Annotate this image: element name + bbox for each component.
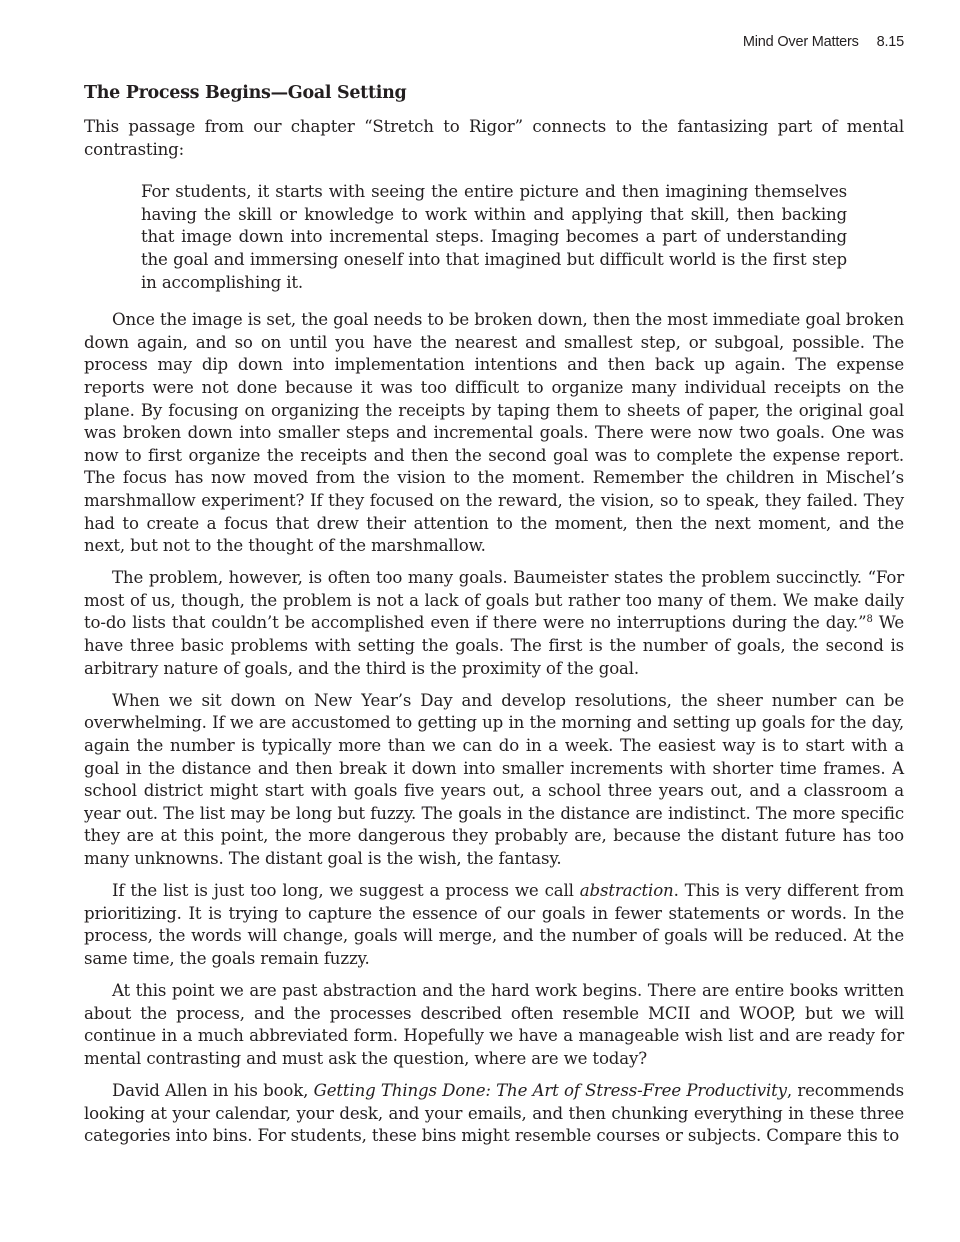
emphasis-term: abstraction: [579, 881, 674, 901]
paragraph-text: We have three basic problems with setting the goals. The first is the number of goals, the second is arbitrary nature of goals, and the third is the proximity of the goal.: [84, 613, 904, 678]
paragraph-text: David Allen in his book,: [112, 1081, 314, 1101]
block-quote-text: For students, it starts with seeing the entire picture and then imagining themselves having the skill or knowledge to work within and applying that skill, then backing that image down into incremental steps. Imaging becomes a part of understanding the goal and immersing oneself into that imagined but difficult world is the first step in accomplishing it.: [141, 182, 847, 292]
paragraph-hard-work: At this point we are past abstraction and the hard work begins. There are entire books written about the process, and the processes described often resemble MCII and WOOP, but we will continue in a much abbreviated form. Hopefully we have a manageable wish list and are ready for mental contrasting and must ask the question, where are we today?: [84, 981, 904, 1068]
page-number: 8.15: [876, 34, 904, 50]
block-quote: [141, 181, 847, 294]
paragraph-david-allen: [84, 1080, 904, 1148]
running-header: [743, 34, 904, 50]
page-content: [84, 80, 904, 1158]
paragraph-text: The problem, however, is often too many goals. Baumeister states the problem succinctly. “For most of us, though, the problem is not a lack of goals but rather too many of them. We make daily to-do lists that couldn’t be accomplished even if there were no interruptions during the day.”: [84, 568, 904, 633]
paragraph-too-many-goals: [84, 567, 904, 680]
endnote-marker: 8: [866, 614, 873, 626]
paragraph-text: , recommends looking at your calendar, your desk, and your emails, and then chunking everything in these three categories into bins. For students, these bins might resemble courses or subjects. Compare this to: [84, 1081, 904, 1146]
paragraph-text: If the list is just too long, we suggest a process we call: [112, 881, 580, 901]
paragraph-new-years-resolutions: When we sit down on New Year’s Day and develop resolutions, the sheer number can be overwhelming. If we are accustomed to getting up in the morning and setting up goals for the day, again the number is typically more than we can do in a week. The easiest way is to start with a goal in the distance and then break it down into smaller increments with shorter time frames. A school district might start with goals five years out, a school three years out, and a classroom a year out. The list may be long but fuzzy. The goals in the distance are indistinct. The more specific they are at this point, the more dangerous they probably are, because the distant future has too many unknowns. The distant goal is the wish, the fantasy.: [84, 690, 904, 868]
paragraph-goal-breakdown: Once the image is set, the goal needs to be broken down, then the most immediate goal broken down again, and so on until you have the nearest and smallest step, or subgoal, possible. The process may dip down into implementation intentions and then back up again. The expense reports were not done because it was too difficult to organize many individual receipts on the plane. By focusing on organizing the receipts by taping them to sheets of paper, the original goal was broken down into smaller steps and incremental goals. There were now two goals. One was now to first organize the receipts and then the second goal was to complete the expense report. The focus has now moved from the vision to the moment. Remember the children in Mischel’s marshmallow experiment? If they focused on the reward, the vision, so to speak, they failed. They had to create a focus that drew their attention to the moment, then the next moment, and the next, but not to the thought of the marshmallow.: [84, 310, 904, 556]
intro-paragraph: This passage from our chapter “Stretch to Rigor” connects to the fantasizing part of mental contrasting:: [84, 117, 904, 159]
book-title: Getting Things Done: The Art of Stress-Free Productivity: [313, 1081, 787, 1101]
paragraph-abstraction: [84, 880, 904, 970]
paragraph-text: . This is very different from prioritizing. It is trying to capture the essence of our goals in fewer statements or words. In the process, the words will change, goals will merge, and the number of goals will be reduced. At the same time, the goals remain fuzzy.: [84, 881, 904, 968]
running-title: Mind Over Matters: [742, 34, 859, 50]
section-heading: The Process Begins—Goal Setting: [84, 83, 407, 103]
